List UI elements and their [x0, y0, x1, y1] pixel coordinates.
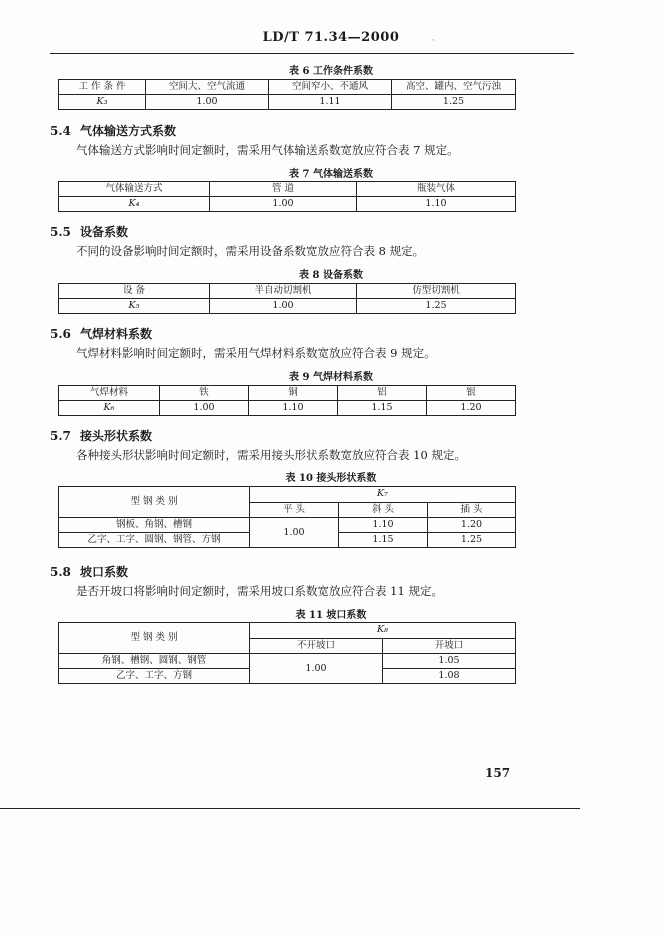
table7-header: 瓶装气体	[357, 182, 516, 197]
header-rule	[50, 53, 574, 54]
section-5-6	[50, 325, 152, 342]
table8-cell: 1.25	[357, 299, 516, 314]
table10-cell: 1.10	[339, 518, 428, 533]
section-title: 气体输送方式系数	[80, 124, 177, 138]
section-5-7-text: 各种接头形状影响时间定额时，需采用接头形状系数宽放应符合表 10 规定。	[76, 448, 466, 462]
table7-caption: 表 7 气体输送系数	[289, 169, 373, 180]
section-title: 接头形状系数	[80, 429, 153, 443]
table11-caption: 表 11 坡口系数	[295, 610, 367, 621]
table8-cell: 1.00	[210, 299, 357, 314]
document-header: LD/T 71.34—2000	[262, 30, 400, 45]
table6-caption: 表 6 工作条件系数	[289, 66, 373, 77]
section-5-8	[50, 563, 128, 580]
table10-header-k: K₇	[250, 487, 516, 503]
table11-row-label: 角钢、槽钢、圆钢、钢管	[59, 654, 250, 669]
section-title: 气焊材料系数	[80, 327, 153, 341]
table10-row-label: 乙字、工字、圆钢、钢管、方钢	[59, 533, 250, 548]
table9-caption: 表 9 气焊材料系数	[289, 372, 373, 383]
table10-cell: 1.00	[250, 518, 339, 548]
section-5-6-text: 气焊材料影响时间定额时，需采用气焊材料系数宽放应符合表 9 规定。	[76, 346, 436, 360]
section-title: 坡口系数	[80, 565, 129, 579]
table7-header: 气体输送方式	[59, 182, 210, 197]
table10-row-label: 钢板、角钢、槽钢	[59, 518, 250, 533]
table6-header: 工 作 条 件	[59, 80, 146, 95]
table6-cell: 1.11	[269, 95, 392, 110]
table11-cell: 1.00	[250, 654, 383, 684]
table6-header: 空间大、空气流通	[146, 80, 269, 95]
table9-cell: 1.15	[338, 401, 427, 416]
table11-header: 型 钢 类 别	[59, 623, 250, 654]
table7-cell: 1.10	[357, 197, 516, 212]
table10-header: 平 头	[250, 502, 339, 518]
table6-cell: 1.25	[392, 95, 516, 110]
table10-header: 型 钢 类 别	[59, 487, 250, 518]
section-5-5	[50, 223, 128, 240]
table11-header-k: K₈	[250, 623, 516, 639]
section-number: 5.5	[50, 225, 71, 239]
section-5-5-text: 不同的设备影响时间定额时，需采用设备系数宽放应符合表 8 规定。	[76, 244, 425, 258]
footer-rule	[0, 808, 580, 809]
section-number: 5.4	[50, 124, 71, 138]
table9-header: 银	[427, 386, 516, 401]
table9-cell: 1.00	[160, 401, 249, 416]
table9-header: 铜	[249, 386, 338, 401]
table6-cell: 1.00	[146, 95, 269, 110]
table9	[58, 385, 516, 416]
table9-header: 铝	[338, 386, 427, 401]
table6-cell: K₃	[59, 95, 146, 110]
table8-caption: 表 8 设备系数	[299, 270, 363, 281]
table9-header: 气焊材料	[59, 386, 160, 401]
table10-caption: 表 10 接头形状系数	[285, 473, 377, 484]
table11-header: 开坡口	[383, 638, 516, 654]
table8-header: 设 备	[59, 284, 210, 299]
table11-row-label: 乙字、工字、方钢	[59, 669, 250, 684]
table8-header: 半自动切割机	[210, 284, 357, 299]
table7-cell: K₄	[59, 197, 210, 212]
section-5-4	[50, 122, 176, 139]
table8-cell: K₅	[59, 299, 210, 314]
table10-cell: 1.20	[428, 518, 516, 533]
section-5-8-text: 是否开坡口将影响时间定额时，需采用坡口系数宽放应符合表 11 规定。	[76, 584, 443, 598]
table6	[58, 79, 516, 110]
section-5-7	[50, 427, 152, 444]
section-5-4-text: 气体输送方式影响时间定额时，需采用气体输送系数宽放应符合表 7 规定。	[76, 143, 459, 157]
table7	[58, 181, 516, 212]
table11	[58, 622, 516, 684]
table9-header: 铁	[160, 386, 249, 401]
table9-cell: K₆	[59, 401, 160, 416]
section-number: 5.8	[50, 565, 71, 579]
table10-header: 插 头	[428, 502, 516, 518]
table10-cell: 1.25	[428, 533, 516, 548]
table11-header: 不开坡口	[250, 638, 383, 654]
header-mark: ·	[432, 36, 435, 46]
section-number: 5.6	[50, 327, 71, 341]
table7-header: 管 道	[210, 182, 357, 197]
table11-cell: 1.08	[383, 669, 516, 684]
table8-header: 仿型切割机	[357, 284, 516, 299]
table6-header: 空间窄小、不通风	[269, 80, 392, 95]
table10	[58, 486, 516, 548]
section-number: 5.7	[50, 429, 71, 443]
page-number: 157	[485, 766, 511, 780]
table7-cell: 1.00	[210, 197, 357, 212]
table8	[58, 283, 516, 314]
table10-cell: 1.15	[339, 533, 428, 548]
section-title: 设备系数	[80, 225, 129, 239]
table11-cell: 1.05	[383, 654, 516, 669]
table10-header: 斜 头	[339, 502, 428, 518]
table9-cell: 1.10	[249, 401, 338, 416]
table9-cell: 1.20	[427, 401, 516, 416]
table6-header: 高空、罐内、空气污浊	[392, 80, 516, 95]
